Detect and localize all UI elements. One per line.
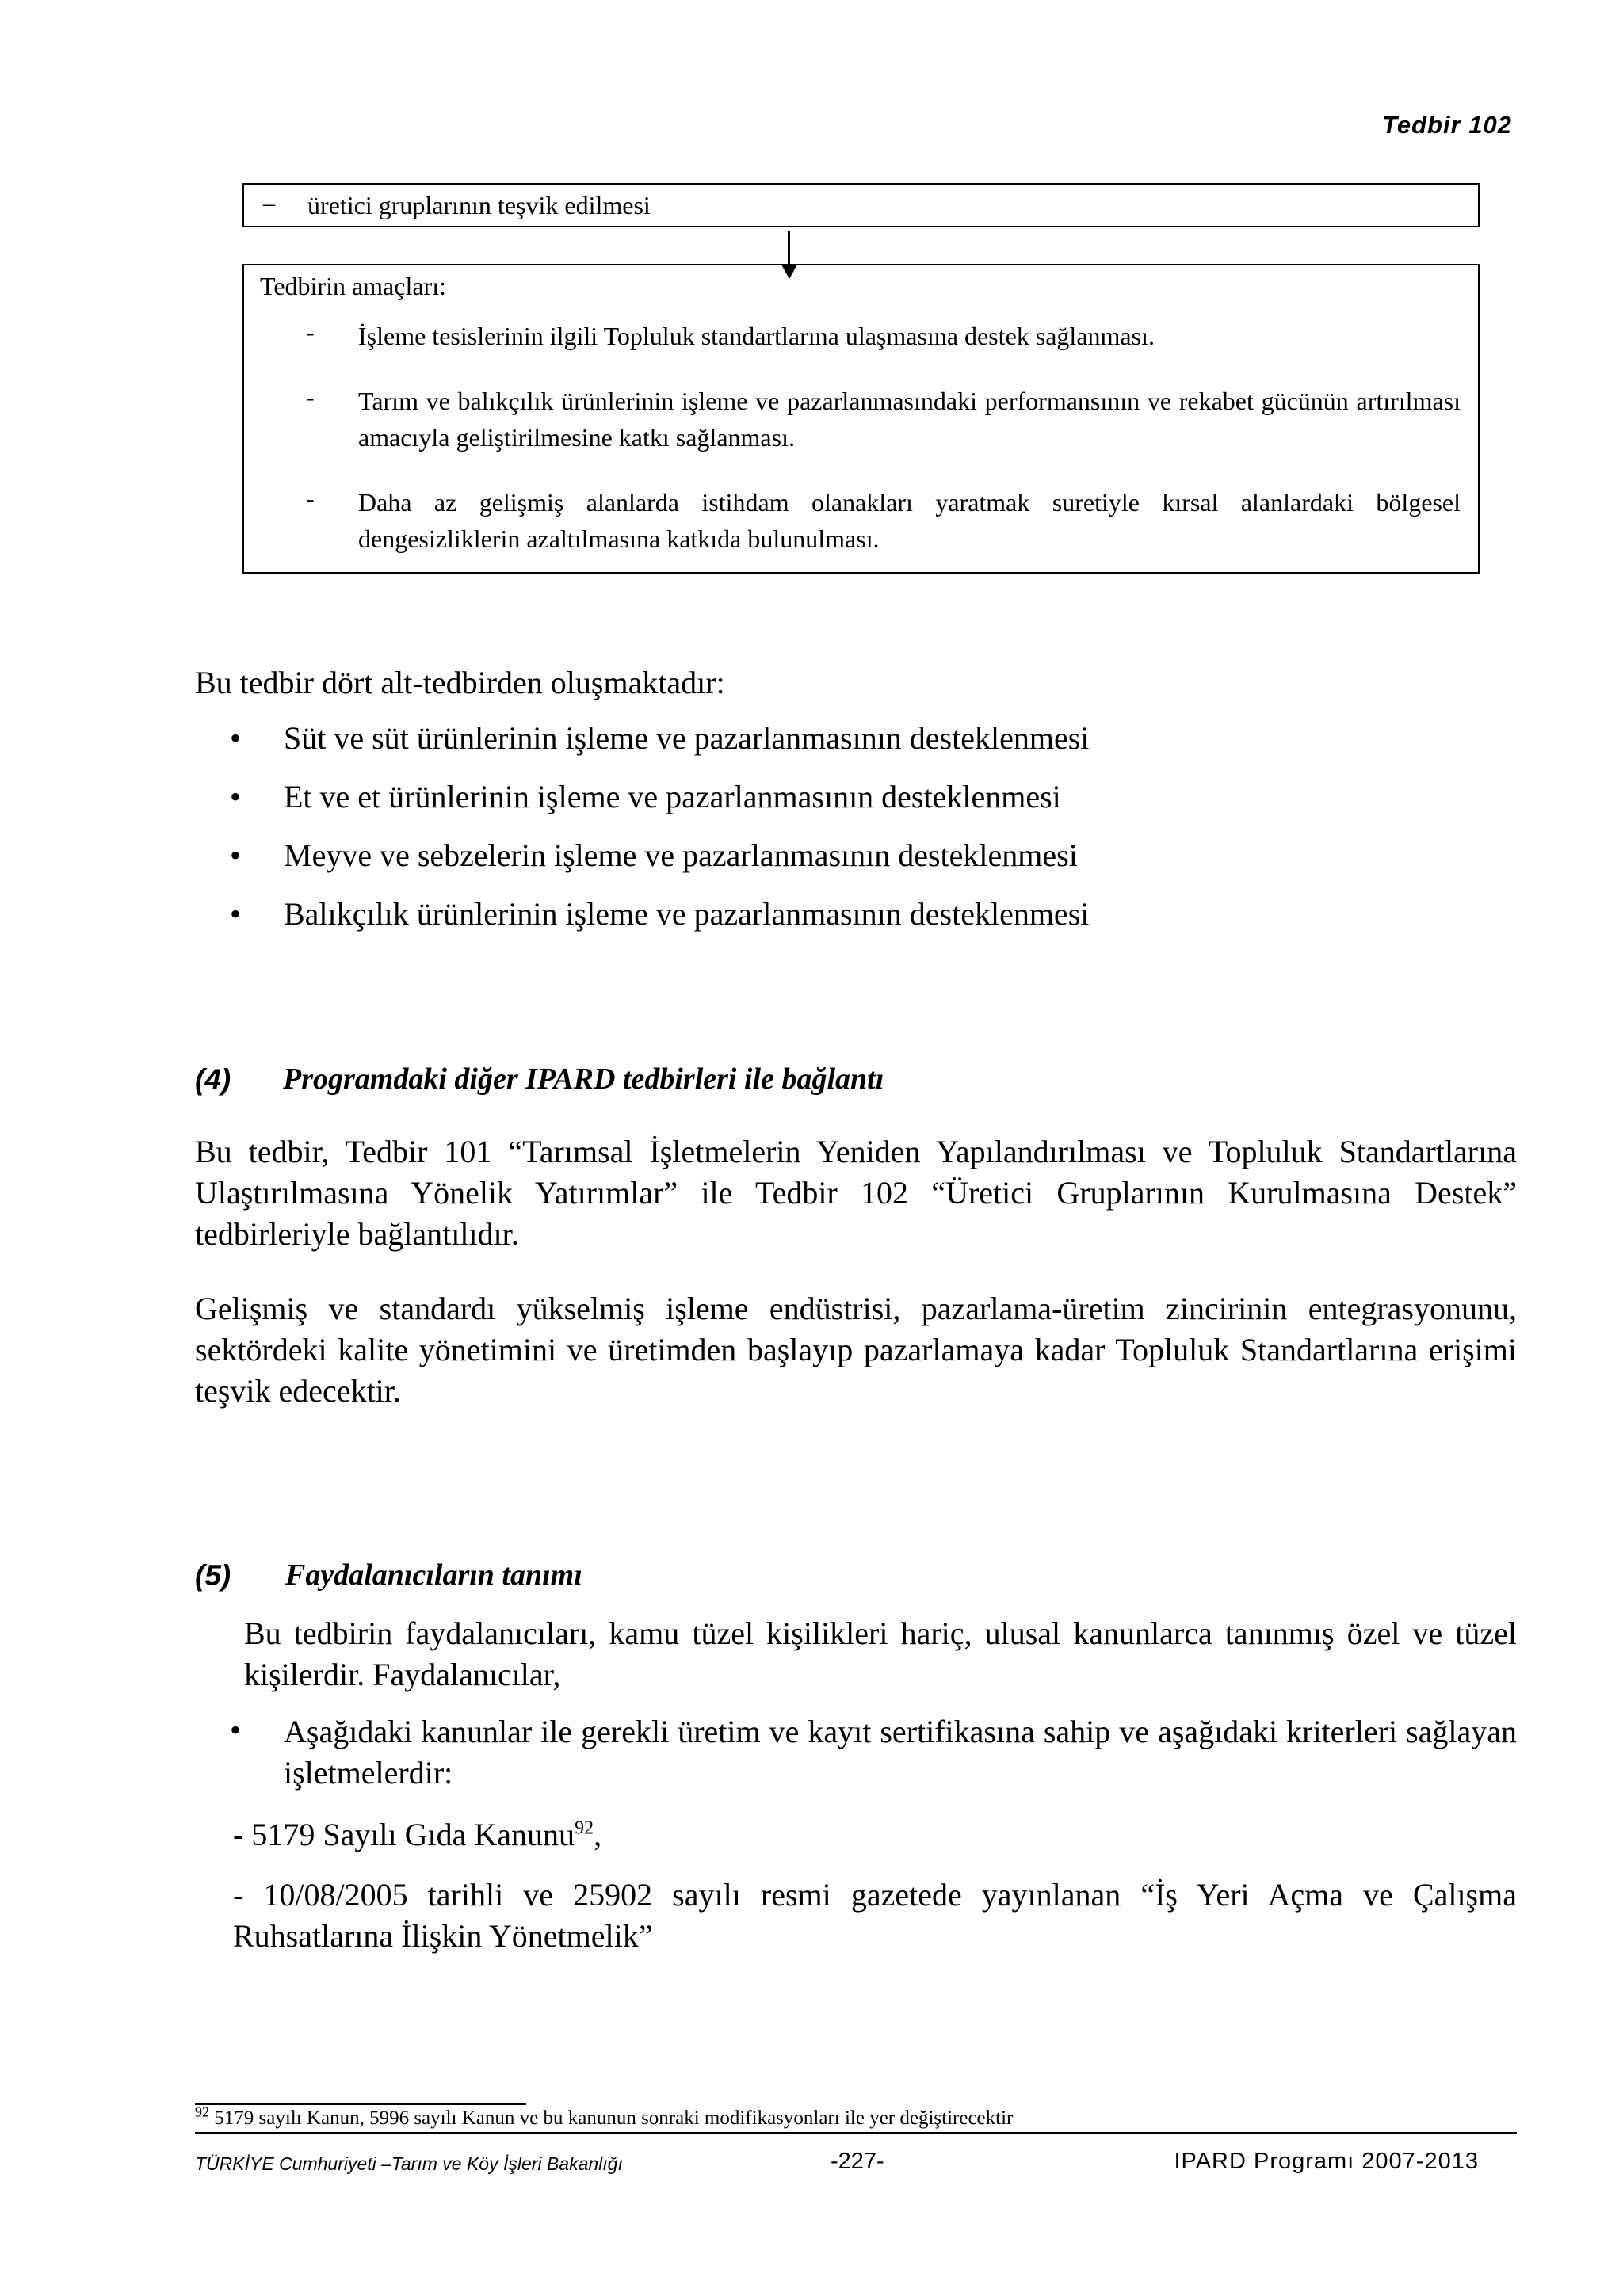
top-box-dash: – bbox=[263, 190, 275, 216]
section-5-paragraph-1: Bu tedbirin faydalanıcıları, kamu tüzel kişilikleri hariç, ulusal kanunlarca tanınmış özel ve tüzel kişilerdir. Faydalanıcılar, bbox=[244, 1615, 1517, 1692]
law-item-1-end: , bbox=[594, 1817, 602, 1852]
section-5-title: Faydalanıcıların tanımı bbox=[285, 1558, 582, 1592]
bullet-icon: • bbox=[230, 779, 242, 814]
law-item-1 bbox=[233, 1814, 601, 1855]
objective-text: Daha az gelişmiş alanlarda istihdam olanakları yaratmak suretiyle kırsal alanlardaki bölgesel dengesizliklerin azaltılmasına katkıda bulunulması. bbox=[358, 488, 1461, 553]
submeasure-text: Balıkçılık ürünlerinin işleme ve pazarlanmasının desteklenmesi bbox=[284, 896, 1090, 932]
section-4-number: (4) bbox=[195, 1063, 231, 1096]
objectives-box bbox=[242, 264, 1480, 574]
beneficiary-criteria-item bbox=[230, 1711, 1517, 1794]
objective-text: İşleme tesislerinin ilgili Topluluk standartlarına ulaşmasına destek sağlanması. bbox=[358, 322, 1155, 350]
bullet-icon: • bbox=[230, 896, 242, 932]
objective-dash: - bbox=[306, 318, 315, 346]
section-4-paragraph-2: Gelişmiş ve standardı yükselmiş işleme endüstrisi, pazarlama-üretim zincirinin entegrasyonunu, sektördeki kalite yönetimini ve üretimden başlayıp pazarlamaya kadar Topluluk Standartlarına erişimi teşvik edecektir. bbox=[195, 1291, 1517, 1409]
submeasures-intro: Bu tedbir dört alt-tedbirden oluşmaktadır: bbox=[195, 665, 725, 700]
objectives-title: Tedbirin amaçları: bbox=[260, 272, 446, 300]
footnote bbox=[195, 2103, 1014, 2130]
top-box bbox=[242, 183, 1480, 227]
submeasure-text: Et ve et ürünlerinin işleme ve pazarlanmasının desteklenmesi bbox=[284, 779, 1061, 814]
section-5-number: (5) bbox=[195, 1559, 231, 1592]
footnote-ref: 92 bbox=[575, 1817, 594, 1839]
objective-dash: - bbox=[306, 484, 315, 513]
section-4-title: Programdaki diğer IPARD tedbirleri ile bağlantı bbox=[283, 1062, 884, 1096]
bullet-icon: • bbox=[230, 1712, 242, 1748]
flow-arrow-line bbox=[788, 231, 790, 266]
submeasure-text: Meyve ve sebzelerin işleme ve pazarlanmasının desteklenmesi bbox=[284, 837, 1078, 873]
submeasure-text: Süt ve süt ürünlerinin işleme ve pazarlanmasının desteklenmesi bbox=[284, 720, 1090, 756]
bullet-icon: • bbox=[230, 837, 242, 873]
page-number: -227- bbox=[831, 2149, 884, 2174]
law-item-2: - 10/08/2005 tarihli ve 25902 sayılı resmi gazetede yayınlanan “İş Yeri Açma ve Çalışma Ruhsatlarına İlişkin Yönetmelik” bbox=[233, 1877, 1517, 1954]
footer-ministry: TÜRKİYE Cumhuriyeti –Tarım ve Köy İşleri Bakanlığı bbox=[195, 2153, 623, 2174]
section-4-paragraph-1: Bu tedbir, Tedbir 101 “Tarımsal İşletmelerin Yeniden Yapılandırılması ve Topluluk Standartlarına Ulaştırılmasına Yönelik Yatırımlar” ile Tedbir 102 “Üretici Gruplarının Kurulmasına Destek” tedbirleriyle bağlantılıdır. bbox=[195, 1134, 1517, 1252]
objective-dash: - bbox=[306, 383, 315, 411]
footer-program: IPARD Programı 2007-2013 bbox=[1174, 2149, 1479, 2174]
footer-separator bbox=[195, 2132, 1517, 2134]
beneficiary-criteria-text: Aşağıdaki kanunlar ile gerekli üretim ve kayıt sertifikasına sahip ve aşağıdaki kriterleri sağlayan işletmelerdir: bbox=[284, 1714, 1517, 1791]
footnote-text: 5179 sayılı Kanun, 5996 sayılı Kanun ve bu kanunun sonraki modifikasyonları ile yer değiştirecektir bbox=[214, 2107, 1014, 2129]
objective-text: Tarım ve balıkçılık ürünlerinin işleme ve pazarlanmasındaki performansının ve rekabet gücünün artırılması amacıyla geliştirilmesine katkı sağlanması. bbox=[358, 387, 1461, 452]
footnote-separator bbox=[195, 2103, 526, 2105]
bullet-icon: • bbox=[230, 720, 242, 756]
page-header-measure: Tedbir 102 bbox=[1382, 111, 1512, 139]
top-box-text: üretici gruplarının teşvik edilmesi bbox=[307, 191, 651, 219]
footnote-number: 92 bbox=[195, 2103, 209, 2120]
law-item-1-text: - 5179 Sayılı Gıda Kanunu bbox=[233, 1817, 575, 1852]
